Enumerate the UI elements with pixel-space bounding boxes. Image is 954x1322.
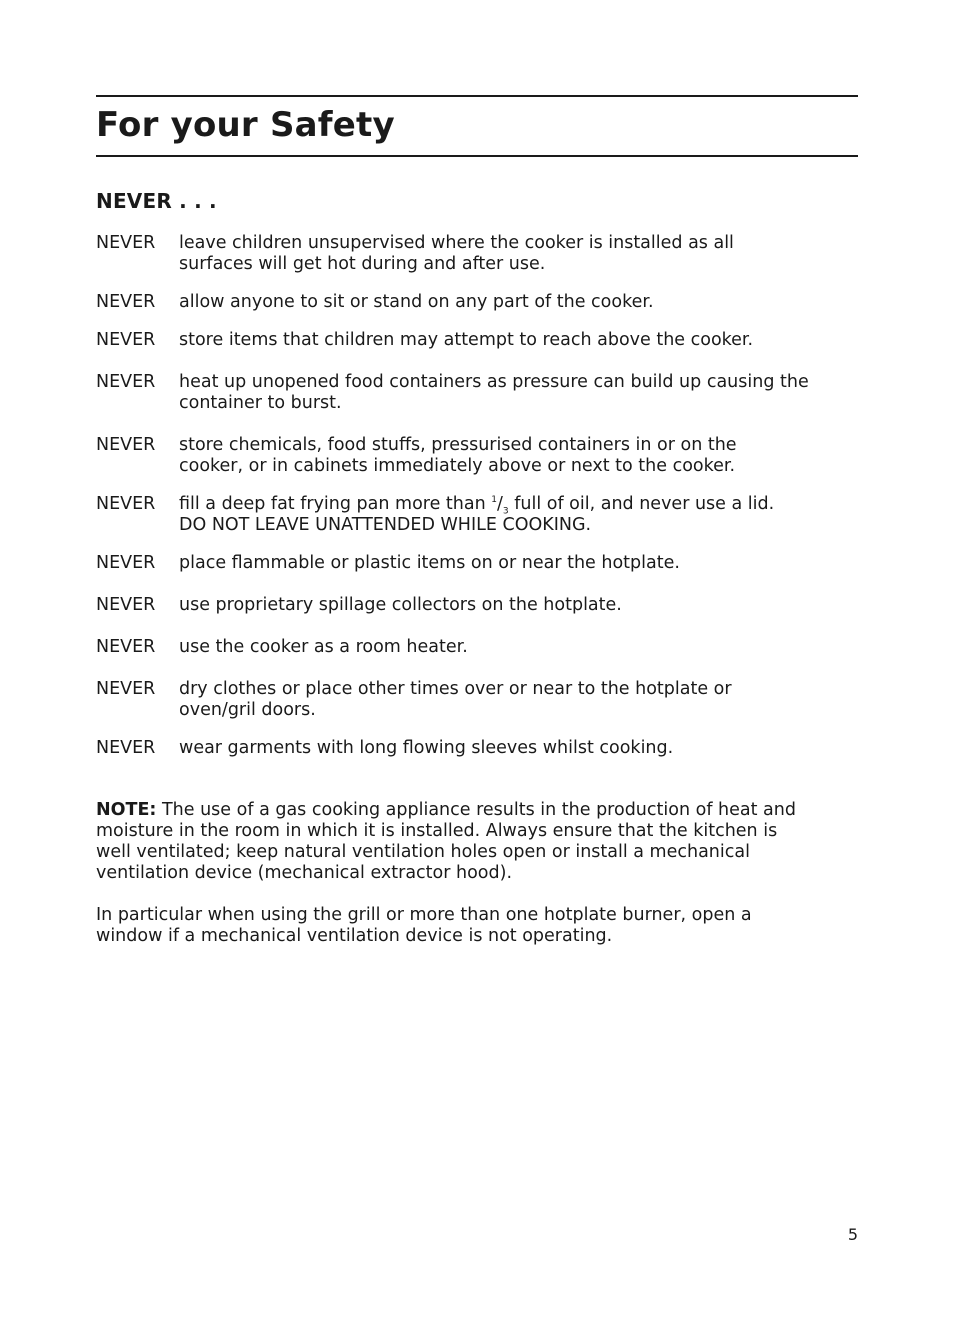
never-item (96, 233, 858, 275)
never-text (179, 233, 858, 275)
never-text-line: allow anyone to sit or stand on any part of the cooker. (179, 292, 654, 312)
never-text-line: heat up unopened food containers as pressure can build up causing the (179, 372, 809, 392)
never-label: NEVER (96, 553, 156, 573)
never-label: NEVER (96, 233, 156, 253)
never-item (96, 595, 858, 616)
never-item (96, 553, 858, 574)
never-text-line: oven/gril doors. (179, 700, 316, 720)
never-text (179, 679, 858, 721)
never-list (96, 233, 858, 759)
never-item (96, 679, 858, 721)
never-item (96, 372, 858, 414)
note-line (96, 800, 858, 821)
never-text (179, 372, 858, 414)
safety-page (96, 95, 858, 947)
never-text (179, 330, 858, 351)
never-text (179, 435, 858, 477)
never-label: NEVER (96, 679, 156, 699)
never-item (96, 637, 858, 658)
never-heading: NEVER . . . (96, 189, 217, 213)
never-text (179, 553, 858, 574)
page-number: 5 (847, 1225, 858, 1244)
never-text-line: wear garments with long flowing sleeves whilst cooking. (179, 738, 674, 758)
ventilation-note (96, 800, 858, 884)
never-text-line: cooker, or in cabinets immediately above or next to the cooker. (179, 456, 736, 476)
fraction-slash: / (497, 494, 503, 514)
fraction-numerator: 1 (491, 495, 497, 506)
note-line: moisture in the room in which it is installed. Always ensure that the kitchen is (96, 821, 778, 841)
never-text-line: dry clothes or place other times over or near to the hotplate or (179, 679, 732, 699)
note-line: ventilation device (mechanical extractor hood). (96, 863, 513, 883)
never-text-line: DO NOT LEAVE UNATTENDED WHILE COOKING. (179, 515, 592, 535)
never-label: NEVER (96, 372, 156, 392)
never-text-line: container to burst. (179, 393, 342, 413)
fraction-denominator: 3 (502, 506, 509, 517)
never-label: NEVER (96, 595, 156, 615)
never-text-line: store chemicals, food stuffs, pressurised containers in or on the (179, 435, 737, 455)
note-label: NOTE: (96, 800, 157, 820)
never-item (96, 738, 858, 759)
never-text-line: store items that children may attempt to reach above the cooker. (179, 330, 754, 350)
page-title: For your Safety (96, 105, 395, 145)
never-text-line: leave children unsupervised where the cooker is installed as all (179, 233, 734, 253)
never-text-line: surfaces will get hot during and after use. (179, 254, 546, 274)
never-text-line: place flammable or plastic items on or near the hotplate. (179, 553, 680, 573)
never-text-line: use proprietary spillage collectors on the hotplate. (179, 595, 622, 615)
grill-paragraph (96, 905, 858, 947)
one-third-fraction (491, 494, 509, 517)
never-text (179, 738, 858, 759)
never-label: NEVER (96, 435, 156, 455)
title-rule (96, 155, 858, 157)
paragraph-line: In particular when using the grill or more than one hotplate burner, open a (96, 905, 752, 925)
never-text-before: fill a deep fat frying pan more than (179, 494, 492, 514)
never-label: NEVER (96, 738, 156, 758)
never-label: NEVER (96, 330, 156, 350)
never-label: NEVER (96, 637, 156, 657)
note-text: The use of a gas cooking appliance results in the production of heat and (156, 800, 796, 820)
never-label: NEVER (96, 292, 156, 312)
note-line: well ventilated; keep natural ventilation holes open or install a mechanical (96, 842, 750, 862)
never-text (179, 595, 858, 616)
never-text (179, 494, 858, 536)
never-item (96, 435, 858, 477)
never-text (179, 637, 858, 658)
never-item (96, 292, 858, 313)
never-item (96, 330, 858, 351)
paragraph-line: window if a mechanical ventilation device is not operating. (96, 926, 613, 946)
never-text (179, 292, 858, 313)
never-item (96, 494, 858, 536)
never-text-line-fraction (179, 494, 858, 515)
never-label: NEVER (96, 494, 156, 514)
never-text-line: use the cooker as a room heater. (179, 637, 468, 657)
never-text-after: full of oil, and never use a lid. (508, 494, 775, 514)
